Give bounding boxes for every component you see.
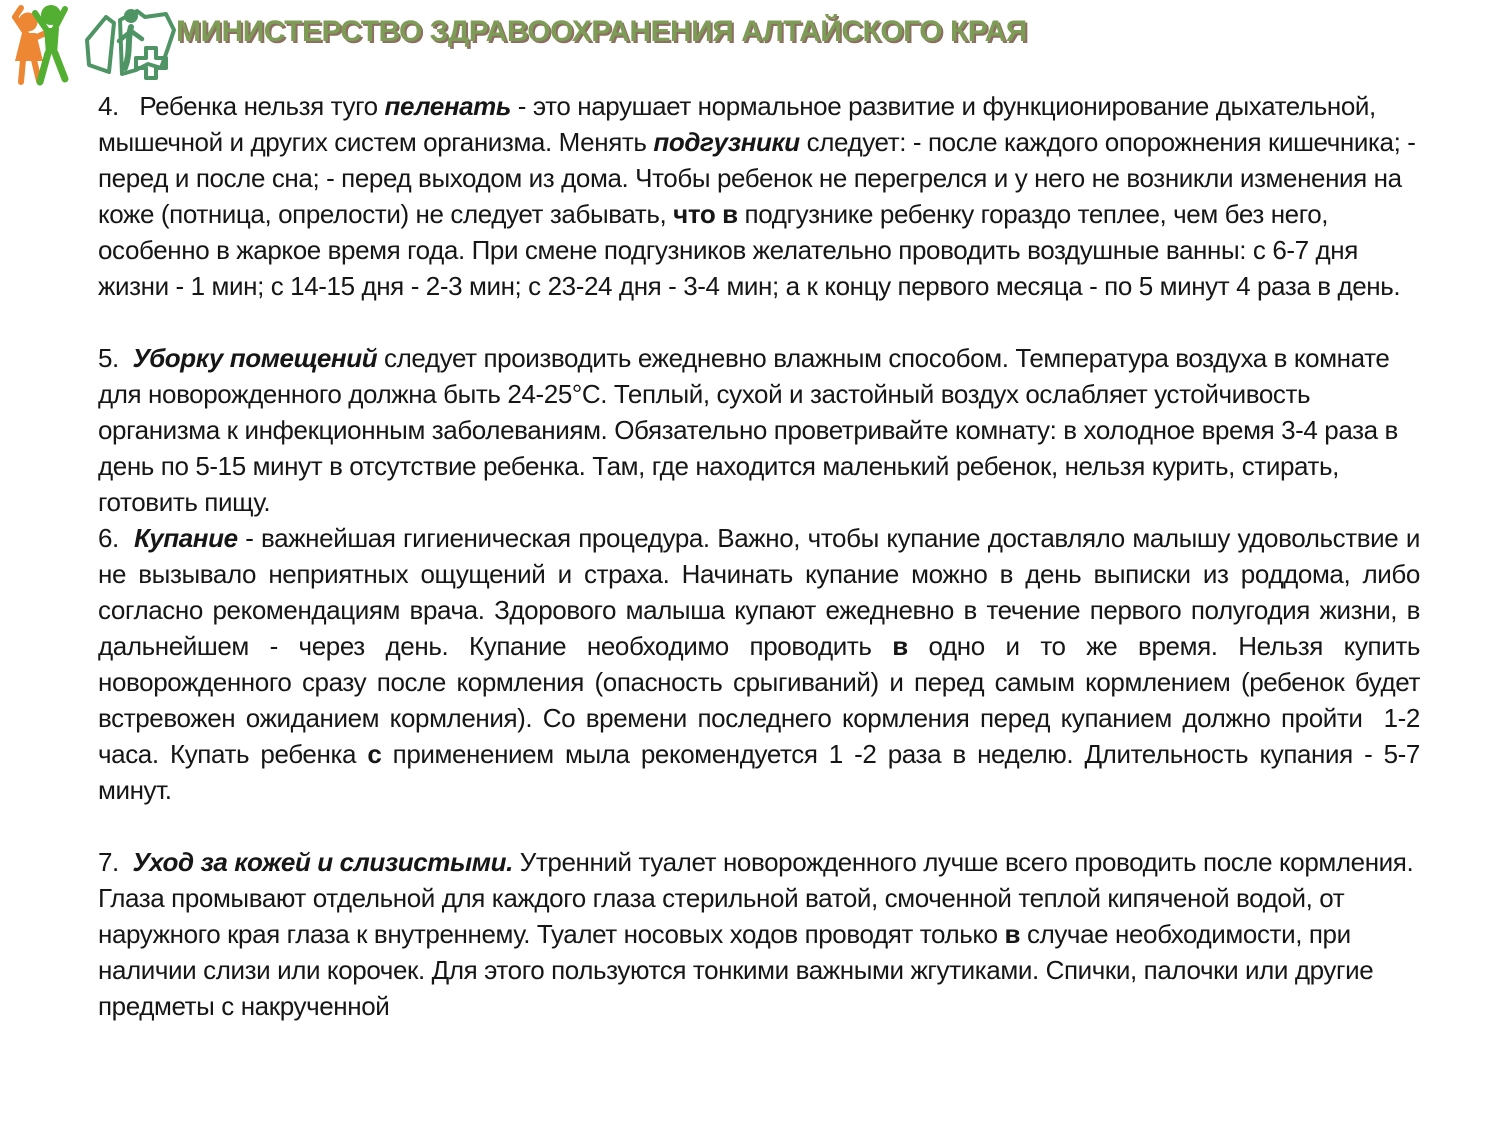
text-run: что в — [673, 199, 738, 229]
text-run: - важнейшая гигиеническая процедура. Важно, чтобы купание доставляло малышу удовольствие и не вызывало неприятных ощущений и страха. Начинать купание можно в день выписки из роддома, либо согласно рекомендациям врача. Здорового малыша купают ежедневно в течение первого полугодия жизни, в дальнейшем - через день. Купание необходимо проводить — [98, 523, 1420, 661]
text-run: в — [1004, 919, 1021, 949]
text-run: следует производить ежедневно влажным способом. Температура воздуха в комнате для новорожденного должна быть 24-25°С. Теплый, сухой и застойный воздух ослабляет устойчивость организма к инфекционным заболеваниям. Обязательно проветривайте комнату: в холодное время 3-4 раза в день по 5-15 минут в отсутствие ребенка. Там, где находится маленький ребенок, нельзя курить, стирать, готовить пищу. — [98, 343, 1398, 517]
text-run: Утренний туалет новорожденного лучше всего проводить после кормления. Глаза промывают отдельной для каждого глаза стерильной ватой, смоченной теплой кипяченой водой, от наружного края глаза к внутреннему. Туалет носовых ходов проводят только — [98, 847, 1414, 949]
text-run: применением мыла рекомендуется 1 -2 раза в неделю. Длительность купания - 5-7 минут. — [98, 739, 1420, 805]
text-run: подгузники — [653, 127, 800, 157]
page-title: МИНИСТЕРСТВО ЗДРАВООХРАНЕНИЯ АЛТАЙСКОГО КРАЯ — [176, 15, 1027, 48]
text-run: 7. — [98, 847, 133, 877]
text-run: случае необходимости, при наличии слизи или корочек. Для этого пользуются тонкими важными жгутиками. Спички, палочки или другие предметы с накрученной — [98, 919, 1374, 1021]
text-run: одно и то же время. Нельзя купить новорожденного сразу после кормления (опасность срыгиваний) и перед самым кормлением (ребенок будет встревожен ожиданием кормления). Со времени последнего кормления перед купанием должно пройти 1-2 часа. Купать ребенка — [98, 631, 1420, 769]
paragraph-5 — [98, 340, 1420, 520]
text-run: с — [367, 739, 382, 769]
text-run: 4. Ребенка нельзя туго — [98, 91, 385, 121]
paragraph-4 — [98, 88, 1420, 304]
text-run: подгузнике ребенку гораздо теплее, чем без него, особенно в жаркое время года. При смене подгузников желательно проводить воздушные ванны: с 6-7 дня жизни - 1 мин; с 14-15 дня - 2-3 мин; с 23-24 дня - 3-4 мин; а к концу первого месяца - по 5 минут 4 раза в день. — [98, 199, 1401, 301]
text-run: в — [892, 631, 908, 661]
paragraph-6 — [98, 520, 1420, 808]
header — [0, 0, 1500, 88]
text-run: Купание — [133, 523, 238, 553]
paragraph-7 — [98, 844, 1420, 1024]
text-run: Уборку помещений — [132, 343, 378, 373]
document-body — [98, 88, 1420, 1024]
text-run: 6. — [98, 523, 134, 553]
text-run: Уход за кожей и слизистыми. — [132, 847, 513, 877]
dancing-people-icon — [8, 2, 70, 86]
altai-map-medical-cross-icon — [80, 6, 182, 84]
text-run: пеленать — [384, 91, 511, 121]
text-run: - это нарушает нормальное развитие и функционирование дыхательной, мышечной и других систем организма. Менять — [98, 91, 1376, 157]
text-run: следует: - после каждого опорожнения кишечника; - перед и после сна; - перед выходом из дома. Чтобы ребенок не перегрелся и у него не возникли изменения на коже (потница, опрелости) не следует забывать, — [98, 127, 1416, 229]
text-run: 5. — [98, 343, 133, 373]
